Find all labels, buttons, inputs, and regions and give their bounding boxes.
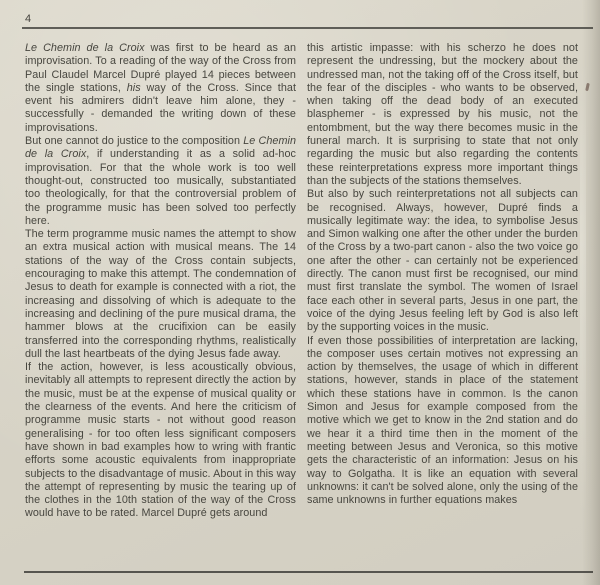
paragraph — [307, 42, 578, 188]
paragraph — [25, 361, 296, 521]
scan-speck — [585, 83, 590, 91]
left-column — [25, 42, 296, 521]
text-segment: this artistic impasse: with his scherzo he does not represent the undressing, but the mockery about the undressed man, not the taking off of the Cross itself, but the fear of the disciples - who wants to be observed, when taking off the dead body of an executed blasphemer - is expressed by his music, not the entombment, but the way there becomes music in the funeral march. It is surprising to state that not only regarding the music but also regarding the contents these reinterpretations express more important things than the subjects of the stations themselves. — [307, 42, 578, 187]
bottom-rule — [24, 571, 593, 573]
text-segment: , if understanding it as a solid ad-hoc improvisation. For that the whole work is too well thought-out, constructed too musically, substantiated too theologically, for that the controversial problem of the programme music has been solved too perfectly here. — [25, 148, 296, 227]
top-rule — [22, 27, 593, 29]
paragraph — [307, 188, 578, 334]
text-segment: If the action, however, is less acoustically obvious, inevitably all attempts to represent directly the action by the music, must be at the expense of musical quality or the clearness of the events. And here the criticism of programme music starts - not without good reason generalising - for too often less significant composers have shown in bad examples how to wring with frantic efforts some acoustic equivalents from inappropriate subjects to the disadvantage of music. About in this way the attempt of representing by music the tearing up of the clothes in the 10th station of the way of the Cross would have to be rated. Marcel Dupré gets around — [25, 361, 296, 520]
paragraph — [25, 42, 296, 135]
italic-text-segment: Le Chemin de la Croix — [25, 42, 145, 54]
text-segment: was first to be heard as an improvisation. To a reading of the way of the Cross from Paul Claudel Marcel Dupré played 14 pieces between the single stations, — [25, 42, 297, 94]
page-number: 4 — [25, 13, 32, 25]
right-edge-shadow — [582, 0, 600, 585]
paragraph — [25, 135, 296, 228]
paragraph — [307, 335, 578, 508]
text-columns — [25, 42, 578, 521]
scan-light-streak — [580, 60, 586, 520]
text-segment: If even those possibilities of interpretation are lacking, the composer uses certain motives not expressing an action by themselves, the usage of which in different stations, however, stands in place of the statement which these stations have in common. Is the canon Simon and Jesus for example composed from the motive which we get to know in the 2nd station and do we hear it a third time then in the moment of the meeting between Jesus and Veronica, so this motive gets the characteristic of an information: Jesus on his way to Golgatha. It is like an equation with several unknowns: it can't be solved alone, only the using of the same unknowns in further equations makes — [307, 334, 578, 507]
italic-text-segment: Le Chemin de la Croix — [25, 135, 296, 161]
text-segment: way of the Cross. Since that event his admirers didn't leave him alone, they - successfully - demanded the writing down of these improvisations. — [25, 81, 297, 134]
text-segment: But one cannot do justice to the composition — [25, 135, 244, 148]
text-segment: But also by such reinterpretations not all subjects can be recognised. Always, however, Dupré finds a musically legitimate way: the idea, to symbolise Jesus and Simon walking one after the other under the burden of the Cross by a two-part canon - also the two voice go one after the other - can certainly not be experienced directly. The canon must first be recognised, our mind must first translate the symbol. The women of Israel face each other in several parts, Jesus in one part, the voice of the dying Jesus feeling left by God is also left by the supporting voices in the music. — [307, 188, 578, 334]
text-segment: The term programme music names the attempt to show an extra musical action with musical means. The 14 stations of the way of the Cross contain subjects, encouraging to make this attempt. The condemnation of Jesus to death for example is connected with a riot, the increasing and dissolving of which is adequate to the increasing and declining of the pure musical drama, the hammer blows at the crucifixion can be easily transferred into the corresponding rhythms, realistically dull the last heartbeats of the dying Jesus fade away. — [25, 228, 296, 360]
right-column — [307, 42, 578, 521]
italic-text-segment: his — [126, 81, 141, 94]
paragraph — [25, 228, 296, 361]
